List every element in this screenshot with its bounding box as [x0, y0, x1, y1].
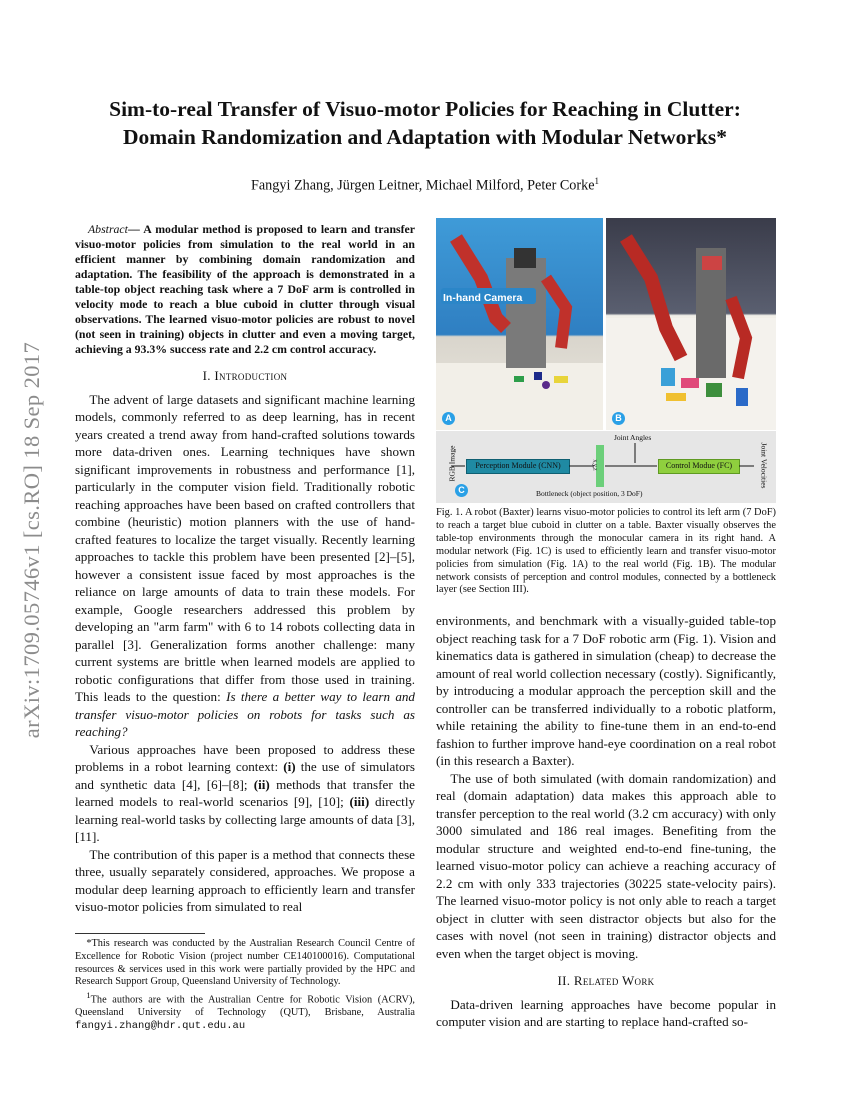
title-line-1: Sim-to-real Transfer of Visuo-motor Policies for Reaching in Clutter:	[109, 97, 741, 121]
author-footnote-mark: 1	[594, 176, 600, 186]
diagram-arrows	[436, 431, 776, 503]
intro-p2-iii: (iii)	[349, 794, 370, 809]
footnote-mark: 1	[86, 990, 91, 1001]
related-work-paragraph-1: Data-driven learning approaches have become popular in computer vision and are starting to replace hand-crafted so-	[436, 996, 776, 1029]
intro-p2-b: the use of simulators and synthetic data [4], [6]–[8];	[75, 759, 415, 792]
title-line-2: Domain Randomization and Adaptation with Modular Networks*	[122, 125, 728, 149]
abstract	[75, 222, 415, 357]
intro-paragraph-3: The contribution of this paper is a method that connects these three, usually separately considered, approaches. We propose a modular deep learning approach to efficiently learn and transfer visuo-motor policies from simulated to real	[75, 846, 415, 914]
intro-p1-text: The advent of large datasets and significant machine learning models, commonly referred to as deep learning, has in recent years created a trend away from hand-crafted solutions towards more data-driven ones. Learning techniques have shown significant improvements in robustness and performance [1], particularly in the computer vision field. Traditionally robotic reaching approaches have been based on crafted controllers that combine (heuristic) motion planners with the use of hand-crafted features to localize the target visually. Recently learning approaches to tackle this problem have been presented [2]–[5], however a consistent issue faced by most approaches is the reliance on large amounts of data to train these models. For example, Google researchers addressed this problem by developing an "arm farm" with 6 to 14 robots collecting data in parallel [3]. Generalization forms another challenge: many current systems are brittle when learned models are applied to robotic configurations that differ from those used in training. This leads to the question:	[75, 391, 415, 704]
right-paragraph-1: environments, and benchmark with a visually-guided table-top object reaching task for a 7 DoF robotic arm (Fig. 1). Vision and kinematics data is gathered in simulation (cheap) to decrease the amount of real world collection necessary (costly). Significantly, by introducing a modular approach the perception skill and the controller can be transferred individually to a robotic platform, while retaining the ability to fine-tune them in an end-to-end fashion to further improve hand-eye coordination on a real robot (in this research a Baxter).	[436, 613, 776, 768]
section-heading-related-work: II. Related Work	[557, 973, 655, 988]
figure-badge-a: A	[442, 412, 455, 425]
right-column	[436, 612, 776, 1031]
abstract-text: — A modular method is proposed to learn and transfer visuo-motor policies from simulation to the real world in an efficient manner by combining domain randomization and adaptation. The feasibility of the approach is demonstrated in a table-top object reaching task where a 7 DoF arm is controlled in velocity mode to reach a blue cuboid in clutter through visual observations. The learned visuo-motor policies are robust to novel (not seen in training) objects in clutter and even a moving target, achieving a 93.3% success rate and 2.2 cm control accuracy.	[75, 222, 415, 356]
left-column	[75, 222, 415, 916]
arxiv-stamp	[12, 290, 52, 790]
footnote-funding: *This research was conducted by the Australian Research Council Centre of Excellence for Robotic Vision (project number CE140100016). Computational resources & services used in this work were partially provided by the HPC and Research Support Group, Queensland University of Technology.	[75, 938, 415, 988]
intro-p2-ii: (ii)	[253, 776, 270, 792]
perception-module-box: Perception Module (CNN)	[466, 459, 570, 474]
figure-badge-c: C	[455, 484, 468, 497]
intro-p2-d: directly learning real-world tasks by collecting large amounts of data [3], [11].	[75, 794, 416, 844]
control-module-box: Control Modue (FC)	[658, 459, 740, 474]
rgb-image-label: RGB Image	[447, 445, 457, 482]
authors	[70, 176, 780, 195]
author-names: Fangyi Zhang, Jürgen Leitner, Michael Milford, Peter Corke	[250, 177, 595, 194]
in-hand-camera-label: In-hand Camera	[443, 292, 523, 304]
footnote-affiliation	[75, 989, 415, 1033]
right-paragraph-2: The use of both simulated (with domain randomization) and real (domain adaptation) data makes this approach able to transfer perception to the real world (3.2 cm accuracy) with only 3000 simulated and 186 real images. Benefiting from the modular structure and weighted end-to-end fine-tuning, the learned visuo-motor policy can achieve a reaching accuracy of 2.2 cm with only 333 trajectories (30225 state-velocity pairs). The learned visuo-motor policy is not only able to reach a target object in clutter with seen distractor objects but also for the cases with novel (not seen in training) distractor objects and even when the target object is moving.	[436, 770, 776, 961]
bottleneck-label: Bottleneck (object position, 3 DoF)	[536, 489, 643, 498]
intro-p2-c: methods that transfer the learned models to real-world scenarios [9], [10];	[75, 776, 415, 809]
real-robot-illustration	[606, 218, 776, 430]
figure-1c-network-diagram	[436, 431, 776, 503]
figure-badge-b: B	[612, 412, 625, 425]
figure-1a-simulation-image	[436, 218, 603, 430]
intro-p2-i: (i)	[283, 759, 296, 774]
intro-p2-a: Various approaches have been proposed to address these problems in a robot learning context:	[75, 741, 415, 774]
arxiv-id: arXiv:1709.05746v1 [cs.RO] 18 Sep 2017	[19, 341, 44, 739]
section-heading-introduction: I. Introduction	[202, 368, 288, 383]
intro-p1-question: Is there a better way to learn and transfer visuo-motor policies on robots for tasks such as reaching?	[75, 689, 415, 739]
author-email[interactable]: fangyi.zhang@hdr.qut.edu.au	[75, 1020, 246, 1033]
footnote-affiliation-text: The authors are with the Australian Centre for Robotic Vision (ACRV), Queensland University of Technology (QUT), Brisbane, Australia	[75, 994, 415, 1019]
abstract-label: Abstract	[87, 222, 128, 236]
intro-paragraph-2	[75, 741, 415, 846]
footnotes	[75, 933, 415, 1033]
figure-1b-real-image	[606, 218, 776, 430]
footnote-rule	[75, 933, 205, 934]
joint-angles-label: Joint Angles	[614, 433, 652, 442]
figure-1-caption: Fig. 1. A robot (Baxter) learns visuo-motor policies to control its left arm (7 DoF) to reach a target blue cuboid in clutter on a table. Baxter visually observes the table-top environments through the monocular camera in its right hand. A modular network (Fig. 1C) is used to efficiently learn and transfer visuo-motor policies from simulation (Fig. 1A) to the real world (Fig. 1B). The modular network consists of perception and control modules, connected by a bottleneck layer (see Section III).	[436, 507, 776, 596]
paper-title	[70, 95, 780, 151]
bottleneck-xyz-label: x,y,z	[591, 459, 598, 471]
joint-velocities-label: Joint Velocities	[759, 442, 769, 489]
simulated-robot-illustration	[436, 218, 603, 430]
intro-paragraph-1	[75, 391, 415, 741]
